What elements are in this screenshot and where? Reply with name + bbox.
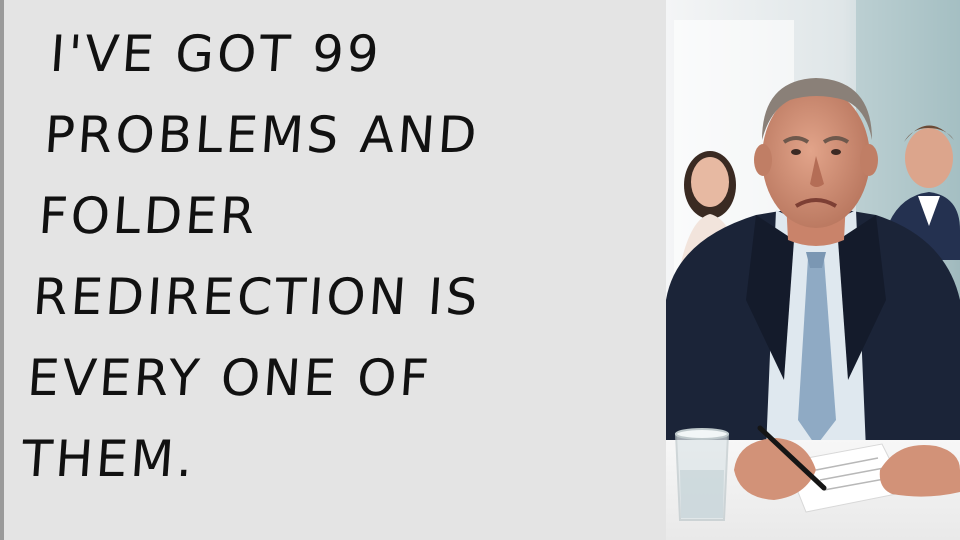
water-glass: [676, 429, 728, 520]
window: [856, 0, 960, 230]
left-ear: [754, 144, 772, 176]
right-ear: [860, 144, 878, 176]
caption-line-3: FOLDER: [36, 187, 260, 245]
photo-illustration: [666, 0, 960, 540]
left-eye: [791, 149, 801, 155]
grumpy-businessman-photo: [666, 0, 960, 540]
text-panel: [4, 0, 666, 540]
caption-line-6: THEM.: [19, 430, 198, 488]
caption-line-4: REDIRECTION IS: [31, 268, 483, 326]
right-eye: [831, 149, 841, 155]
caption-line-5: EVERY ONE OF: [25, 349, 434, 407]
meme-caption: [19, 14, 663, 500]
caption-line-1: I'VE GOT 99: [48, 25, 384, 83]
caption-line-2: PROBLEMS AND: [42, 106, 482, 164]
